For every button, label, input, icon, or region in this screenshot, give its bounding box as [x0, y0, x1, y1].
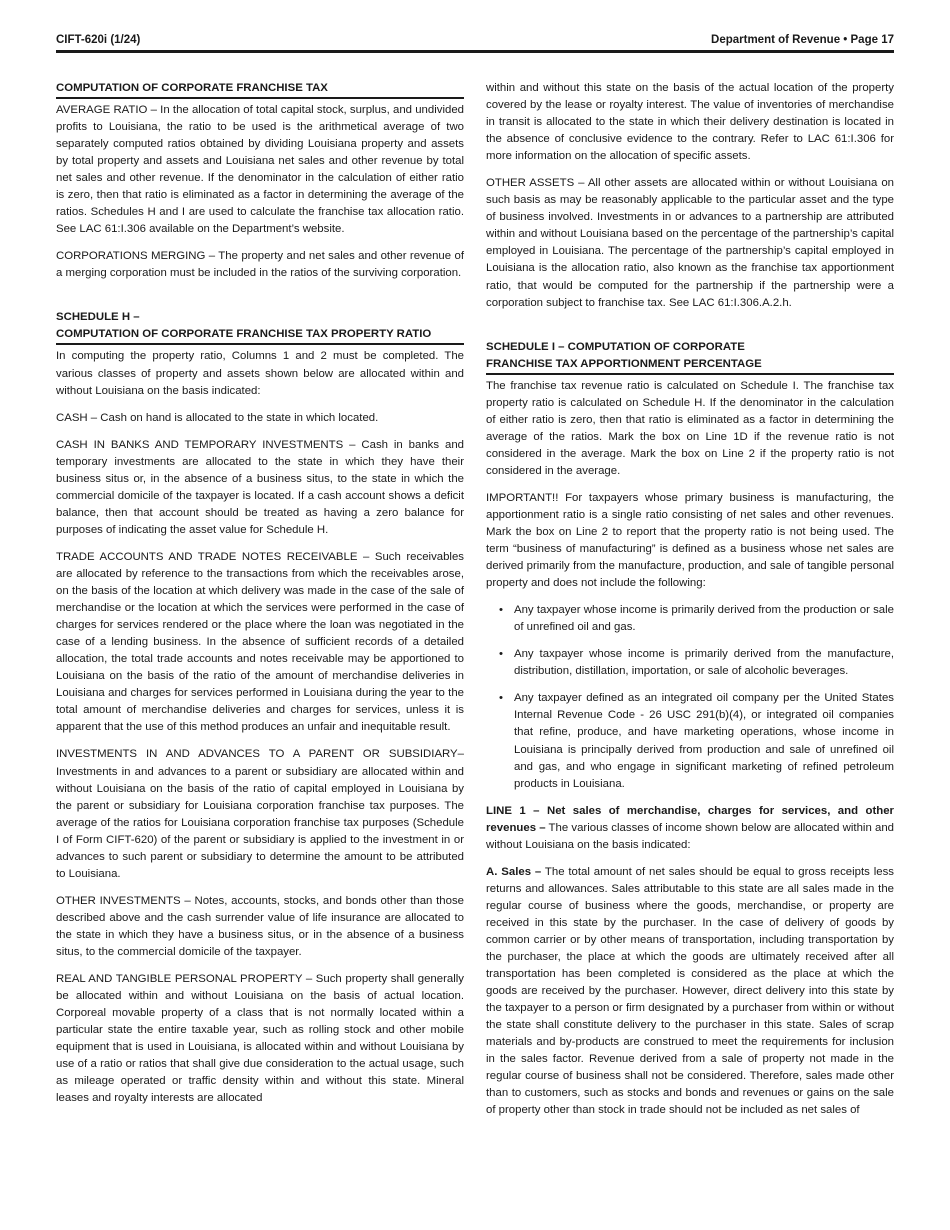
- heading-computation: COMPUTATION OF CORPORATE FRANCHISE TAX: [56, 80, 464, 99]
- paragraph-other-assets: OTHER ASSETS – All other assets are allocated within or without Louisiana on such basis as may be reasonably applicable to the particular asset and the type of business involved. Investments in or advances to a partnership are attributed within and without Louisiana based on the percentage of the partnership’s capital employed in Louisiana. The percentage of the partnership’s capital employed in Louisiana is the allocation ratio, also known as the franchise tax apportionment ratio, that would be computed for the partnership if the partnership were a corporation subject to franchise tax. See LAC 61:I.306.A.2.h.: [486, 177, 894, 309]
- line1-body: The various classes of income shown below are allocated within and without Louisiana on the basis indicated:: [486, 821, 894, 851]
- paragraph-important: IMPORTANT!! For taxpayers whose primary business is manufacturing, the apportionment ratio is a single ratio consisting of net sales and other revenues. Mark the box on Line 2 to report that the property ratio is not being used. The term “business of manufacturing” is defined as a business whose net sales are derived primarily from the manufacture, production, and sale of tangible personal property and does not include the following:: [486, 491, 894, 590]
- heading-schedule-i: SCHEDULE I – COMPUTATION OF CORPORATE: [486, 340, 745, 353]
- exclusion-list: [486, 602, 894, 792]
- page-label: Department of Revenue • Page 17: [711, 34, 894, 46]
- paragraph-merging: CORPORATIONS MERGING – The property and net sales and other revenue of a merging corporation must be included in the ratios of the surviving corporation.: [56, 250, 464, 280]
- paragraph-continued: within and without this state on the basis of the actual location of the property covered by the lease or royalty interest. The value of inventories of merchandise in transit is allocated to the state in which their delivery destination is located in the absence of conclusive evidence to the contrary. Refer to LAC 61:I.306 for more information on the allocation of specific assets.: [486, 82, 894, 163]
- sales-lead: A. Sales –: [486, 865, 542, 878]
- list-item: • Any taxpayer whose income is primarily derived from the production or sale of unrefined oil and gas.: [514, 602, 894, 636]
- header-rule: [56, 50, 894, 53]
- list-item: • Any taxpayer defined as an integrated oil company per the United States Internal Revenue Code - 26 USC 291(b)(4), or integrated oil companies that refine, produce, and have marketing operations, whose income in Louisiana is principally derived from production and sale of unrefined oil and gas, and who engage in significant marketing of refined petroleum products in Louisiana.: [514, 690, 894, 792]
- paragraph-other-investments: OTHER INVESTMENTS – Notes, accounts, stocks, and bonds other than those described above and the cash surrender value of life insurance are allocated to the state in which they have a business situs, or in the absence of a business situs, to the commercial domicile of the taxpayer.: [56, 894, 464, 958]
- left-column: [56, 80, 464, 1117]
- paragraph-sales: [486, 864, 894, 1120]
- line1-lead: LINE 1 – Net sales of merchandise, charges for services, and other revenues –: [486, 804, 894, 834]
- form-id: CIFT-620i (1/24): [56, 34, 141, 46]
- right-column: [486, 80, 894, 1129]
- heading-schedule-h: SCHEDULE H –: [56, 311, 140, 324]
- paragraph-cash: CASH – Cash on hand is allocated to the state in which located.: [56, 411, 379, 424]
- paragraph-intro: In computing the property ratio, Columns 1 and 2 must be completed. The various classes of property and assets shown below are allocated within and without Louisiana on the basis indicated:: [56, 350, 464, 397]
- paragraph-schedule-i: The franchise tax revenue ratio is calculated on Schedule I. The franchise tax property ratio is calculated on Schedule H. If the denominator in the calculation of either ratio is zero, then that ratio is eliminated as a factor in determining the average of the ratios. Mark the box on Line 1D if the revenue ratio is not considered in the average. Mark the box on Line 2 if the property ratio is not considered in the average.: [486, 379, 894, 477]
- paragraph-cash-banks: CASH IN BANKS AND TEMPORARY INVESTMENTS – Cash in banks and temporary investments are allocated to the state in which they have their business situs or, in the absence of a business situs, to the state in which the commercial domicile of the taxpayer is located. If a cash account shows a deficit balance, then that account should be treated as having a zero balance for purposes of indicating the asset value for Schedule H.: [56, 438, 464, 536]
- heading-schedule-i-title: FRANCHISE TAX APPORTIONMENT PERCENTAGE: [486, 356, 894, 375]
- paragraph-trade-receivables: TRADE ACCOUNTS AND TRADE NOTES RECEIVABLE – Such receivables are allocated by reference to the transactions from which the receivables arose, on the basis of the location at which delivery was made in the case of the sale of merchandise or the location at which the services were performed in the case of charges for services rendered or the place where the loan was negotiated in the case of a lending business. In the absence of sufficient records of a detailed allocation, the total trade accounts and notes receivable may be apportioned to Louisiana on the basis of the ratio of the amount of merchandise deliveries in Louisiana and charges for services performed in Louisiana during the year to the total amount of merchandise deliveries and charges for services, unless it is apparent that the use of this method produces an unfair and inequitable result.: [56, 550, 464, 734]
- sales-body: The total amount of net sales should be equal to gross receipts less returns and allowances. Sales attributable to this state are all sales made in the regular course of business where the goods, merchandise, or property are received in this state by the purchaser. In the case of delivery of goods by common carrier or by other means of transportation, including transportation by the purchaser, the place at which the goods are ultimately received after all transportation has been completed is considered as the place at which the goods are received by the purchaser. However, direct delivery into this state by the taxpayer to a person or firm designated by a purchaser from within or without the state shall constitute delivery to the purchaser in this state. Sales of scrap materials and by-products are construed to meet the requirements for inclusion in the sales factor. Revenue derived from a sale of property not made in the regular course of business shall not be considered. Therefore, sales made other than to customers, such as stocks and bonds and revenues or gains on the sale of property other than stock in trade should not be included as net sales of: [486, 865, 894, 1117]
- paragraph-real-property: REAL AND TANGIBLE PERSONAL PROPERTY – Such property shall generally be allocated within and without Louisiana on the basis of actual location. Corporeal movable property of a class that is not normally located within a particular state the entire taxable year, such as rolling stock and other mobile equipment that is used in Louisiana, is allocated within and without Louisiana by use of a ratio or ratios that shall give due consideration to the actual usage, such as mileage operated or traffic density within and without this state. Mineral leases and royalty interests are allocated: [56, 973, 464, 1105]
- list-item: • Any taxpayer whose income is primarily derived from the manufacture, distribution, distillation, importation, or sale of alcoholic beverages.: [514, 646, 894, 680]
- page-header: [56, 34, 894, 46]
- paragraph-investments-parent: INVESTMENTS IN AND ADVANCES TO A PARENT OR SUBSIDIARY– Investments in and advances to a parent or subsidiary are allocated within and without Louisiana on the basis of the ratio of capital employed in Louisiana by the parent or subsidiary for Louisiana corporation franchise tax purposes. The average of the ratios for Louisiana corporation franchise tax purposes (Schedule I of Form CIFT-620) of the parent or subsidiary is applied to the investment in or advances to such parent or subsidiary to determine the amount to be attributed to Louisiana.: [56, 748, 464, 880]
- paragraph-average-ratio: AVERAGE RATIO – In the allocation of total capital stock, surplus, and undivided profits to Louisiana, the ratio to be used is the arithmetical average of two separately computed ratios obtained by dividing Louisiana property and assets by total property and assets and Louisiana net sales and other revenue by total net sales and other revenue. If the denominator in the calculation of either ratio is zero, then that ratio is eliminated as a factor in determining the average of the ratios. Schedules H and I are used to calculate the franchise tax allocation ratio. See LAC 61:I.306 available on the Department’s website.: [56, 104, 464, 236]
- paragraph-line1: [486, 803, 894, 854]
- heading-schedule-h-title: COMPUTATION OF CORPORATE FRANCHISE TAX PROPERTY RATIO: [56, 326, 464, 345]
